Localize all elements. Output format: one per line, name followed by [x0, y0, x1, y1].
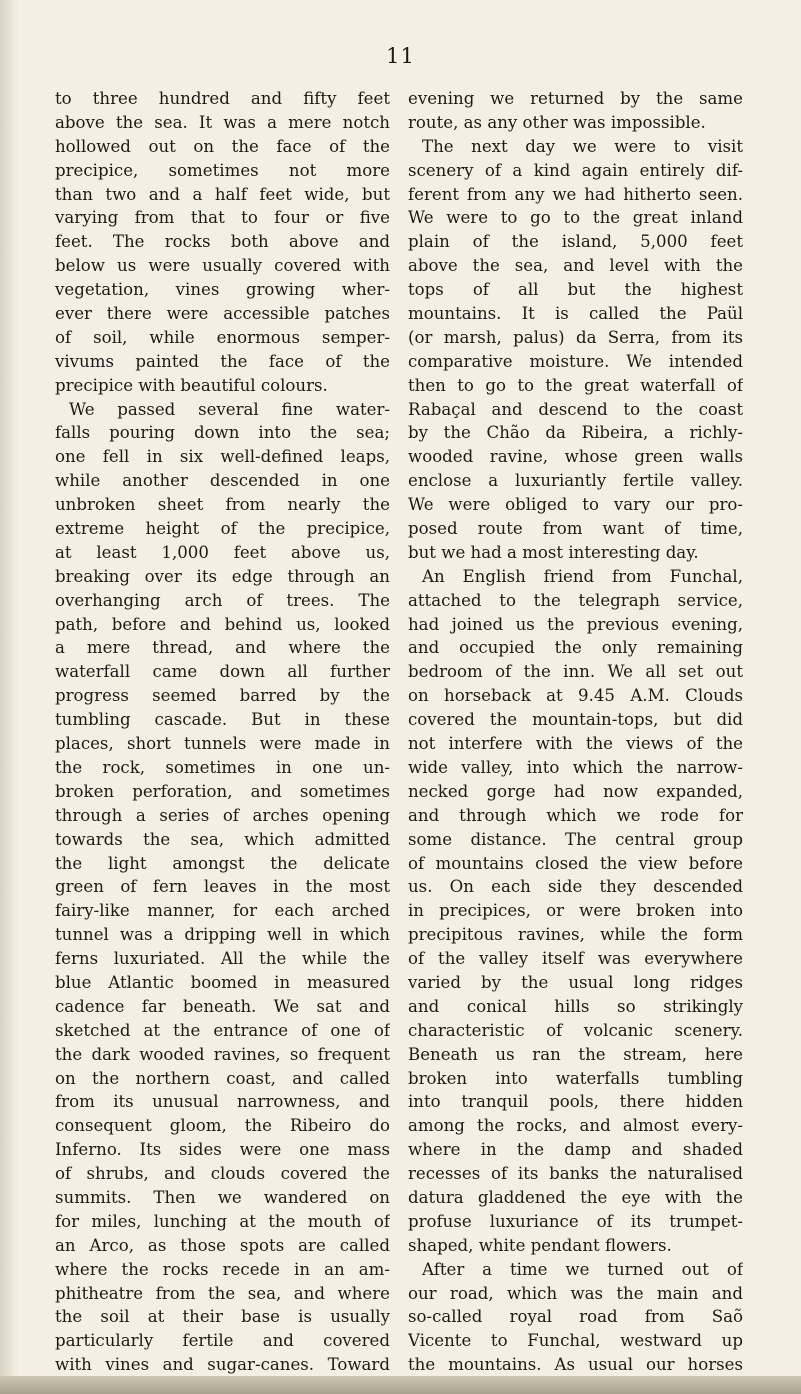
- text-line: progress seemed barred by the: [55, 686, 390, 706]
- text-line: Beneath us ran the stream, here: [408, 1044, 743, 1064]
- text-line: hollowed out on the face of the: [55, 136, 390, 156]
- text-line: tumbling cascade. But in these: [55, 710, 390, 730]
- text-line: so-called royal road from Saõ: [408, 1307, 743, 1327]
- text-line: our road, which was the main and: [408, 1283, 743, 1303]
- text-line: Vicente to Funchal, westward up: [408, 1331, 743, 1351]
- text-line: the dark wooded ravines, so frequent: [55, 1044, 390, 1064]
- text-line: We were to go to the great inland: [408, 208, 743, 228]
- text-line: scenery of a kind again entirely dif-: [408, 160, 743, 180]
- text-line: sketched at the entrance of one of: [55, 1020, 390, 1040]
- text-line: feet. The rocks both above and: [55, 232, 390, 252]
- text-line: enclose a luxuriantly fertile valley.: [408, 471, 743, 491]
- text-line: posed route from want of time,: [408, 519, 743, 539]
- page-bottom-edge: [0, 1376, 801, 1394]
- text-line: and through which we rode for: [408, 805, 743, 825]
- text-line: profuse luxuriance of its trumpet-: [408, 1211, 743, 1231]
- text-line: cadence far beneath. We sat and: [55, 996, 390, 1016]
- right-text-column: [408, 87, 743, 1377]
- page-edge-shadow: [0, 0, 18, 1394]
- text-line: of the valley itself was everywhere: [408, 949, 743, 969]
- text-line: some distance. The central group: [408, 829, 743, 849]
- text-line: precipitous ravines, while the form: [408, 925, 743, 945]
- text-line: blue Atlantic boomed in measured: [55, 972, 390, 992]
- text-line: us. On each side they descended: [408, 877, 743, 897]
- text-line: ever there were accessible patches: [55, 304, 390, 324]
- text-line: varying from that to four or five: [55, 208, 390, 228]
- text-line: an Arco, as those spots are called: [55, 1235, 390, 1255]
- text-line: tops of all but the highest: [408, 280, 743, 300]
- text-line: where the rocks recede in an am-: [55, 1259, 390, 1279]
- text-line: but we had a most interesting day.: [408, 542, 699, 562]
- text-line: the mountains. As usual our horses: [408, 1355, 743, 1375]
- text-line: while another descended in one: [55, 471, 390, 491]
- text-line: of mountains closed the view before: [408, 853, 743, 873]
- text-line: of soil, while enormous semper-: [55, 327, 390, 347]
- text-line: wooded ravine, whose green walls: [408, 447, 743, 467]
- text-line: vivums painted the face of the: [55, 351, 390, 371]
- text-line: datura gladdened the eye with the: [408, 1187, 743, 1207]
- text-line: unbroken sheet from nearly the: [55, 495, 390, 515]
- text-line: than two and a half feet wide, but: [55, 184, 390, 204]
- page-number: 11: [386, 44, 415, 68]
- text-line: in precipices, or were broken into: [408, 901, 743, 921]
- text-line: route, as any other was impossible.: [408, 112, 706, 132]
- text-line: vegetation, vines growing wher-: [55, 280, 390, 300]
- text-line: comparative moisture. We intended: [408, 351, 743, 371]
- text-line: bedroom of the inn. We all set out: [408, 662, 743, 682]
- text-line: below us were usually covered with: [55, 256, 390, 276]
- left-text-column: [55, 87, 390, 1377]
- text-line: falls pouring down into the sea;: [55, 423, 390, 443]
- text-line: on the northern coast, and called: [55, 1068, 390, 1088]
- text-line: tunnel was a dripping well in which: [55, 925, 390, 945]
- text-line: phitheatre from the sea, and where: [55, 1283, 390, 1303]
- text-line: precipice with beautiful colours.: [55, 375, 328, 395]
- text-line: extreme height of the precipice,: [55, 519, 390, 539]
- text-line: had joined us the previous evening,: [408, 614, 743, 634]
- text-line: attached to the telegraph service,: [408, 590, 743, 610]
- text-line: We passed several fine water-: [69, 399, 390, 419]
- text-line: then to go to the great waterfall of: [408, 375, 743, 395]
- text-line: from its unusual narrowness, and: [55, 1092, 390, 1112]
- text-line: Inferno. Its sides were one mass: [55, 1140, 390, 1160]
- text-line: the soil at their base is usually: [55, 1307, 390, 1327]
- text-line: with vines and sugar-canes. Toward: [55, 1355, 390, 1375]
- text-line: mountains. It is called the Paül: [408, 304, 743, 324]
- text-line: places, short tunnels were made in: [55, 734, 390, 754]
- text-line: necked gorge had now expanded,: [408, 781, 743, 801]
- text-line: into tranquil pools, there hidden: [408, 1092, 743, 1112]
- text-line: to three hundred and fifty feet: [55, 89, 390, 108]
- text-line: ferent from any we had hitherto seen.: [408, 184, 743, 204]
- text-line: recesses of its banks the naturalised: [408, 1164, 743, 1184]
- text-line: among the rocks, and almost every-: [408, 1116, 743, 1136]
- text-line: where in the damp and shaded: [408, 1140, 743, 1160]
- text-line: waterfall came down all further: [55, 662, 390, 682]
- text-line: covered the mountain-tops, but did: [408, 710, 743, 730]
- text-line: overhanging arch of trees. The: [55, 590, 390, 610]
- text-line: broken into waterfalls tumbling: [408, 1068, 743, 1088]
- text-line: fairy-like manner, for each arched: [55, 901, 390, 921]
- text-line: varied by the usual long ridges: [408, 972, 743, 992]
- text-line: evening we returned by the same: [408, 89, 743, 108]
- text-line: above the sea. It was a mere notch: [55, 112, 390, 132]
- text-line: towards the sea, which admitted: [55, 829, 390, 849]
- text-line: plain of the island, 5,000 feet: [408, 232, 743, 252]
- text-line: green of fern leaves in the most: [55, 877, 390, 897]
- text-line: not interfere with the views of the: [408, 734, 743, 754]
- text-line: Rabaçal and descend to the coast: [408, 399, 743, 419]
- text-line: ferns luxuriated. All the while the: [55, 949, 390, 969]
- text-line: above the sea, and level with the: [408, 256, 743, 276]
- text-line: wide valley, into which the narrow-: [408, 757, 743, 777]
- text-line: at least 1,000 feet above us,: [55, 542, 390, 562]
- text-line: on horseback at 9.45 A.M. Clouds: [408, 686, 743, 706]
- text-line: by the Chão da Ribeira, a richly-: [408, 423, 743, 443]
- text-line: The next day we were to visit: [422, 136, 743, 156]
- text-line: through a series of arches opening: [55, 805, 390, 825]
- text-line: shaped, white pendant flowers.: [408, 1235, 672, 1255]
- text-line: a mere thread, and where the: [55, 638, 390, 658]
- text-line: We were obliged to vary our pro-: [408, 495, 743, 515]
- text-line: the rock, sometimes in one un-: [55, 757, 390, 777]
- text-line: summits. Then we wandered on: [55, 1187, 390, 1207]
- text-line: one fell in six well-defined leaps,: [55, 447, 390, 467]
- text-line: (or marsh, palus) da Serra, from its: [408, 327, 743, 347]
- text-line: and occupied the only remaining: [408, 638, 743, 658]
- text-line: path, before and behind us, looked: [55, 614, 390, 634]
- text-line: consequent gloom, the Ribeiro do: [55, 1116, 390, 1136]
- text-line: characteristic of volcanic scenery.: [408, 1020, 743, 1040]
- text-line: precipice, sometimes not more: [55, 160, 390, 180]
- text-line: particularly fertile and covered: [55, 1331, 390, 1351]
- text-line: and conical hills so strikingly: [408, 996, 743, 1016]
- text-line: After a time we turned out of: [422, 1259, 743, 1279]
- text-line: the light amongst the delicate: [55, 853, 390, 873]
- text-line: An English friend from Funchal,: [422, 566, 743, 586]
- text-line: for miles, lunching at the mouth of: [55, 1211, 390, 1231]
- text-line: broken perforation, and sometimes: [55, 781, 390, 801]
- text-line: breaking over its edge through an: [55, 566, 390, 586]
- text-line: of shrubs, and clouds covered the: [55, 1164, 390, 1184]
